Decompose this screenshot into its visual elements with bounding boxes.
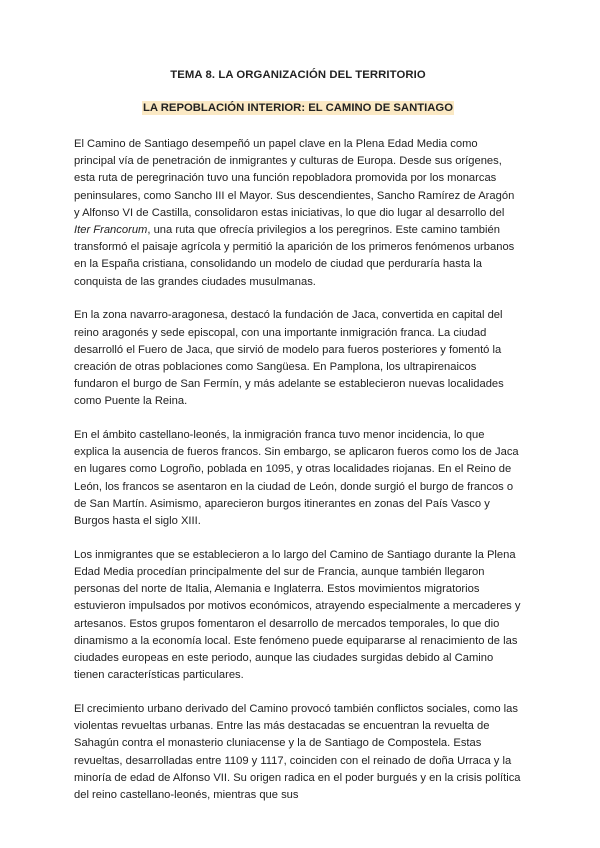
subtitle-highlight: LA REPOBLACIÓN INTERIOR: EL CAMINO DE SANTIAGO	[142, 102, 454, 114]
paragraph-1-text-before: El Camino de Santiago desempeñó un papel clave en la Plena Edad Media como principal vía de penetración de inmigrantes y culturas de Europa. Desde sus orígenes, esta ruta de peregrinación tuvo una función repobladora promovida por los monarcas peninsulares, como Sancho III el Mayor. Sus descendientes, Sancho Ramírez de Aragón y Alfonso VI de Castilla, consolidaron estas iniciativas, lo que dio lugar al desarrollo del	[74, 138, 515, 219]
page-title: TEMA 8. LA ORGANIZACIÓN DEL TERRITORIO	[170, 69, 426, 81]
document-body	[74, 136, 522, 804]
paragraph-1-italic-term: Iter Francorum	[74, 224, 148, 237]
paragraph-5: El crecimiento urbano derivado del Camino provocó también conflictos sociales, como las violentas revueltas urbanas. Entre las más destacadas se encuentran la revuelta de Sahagún contra el monasterio cluniacense y la de Santiago de Compostela. Estas revueltas, desarrolladas entre 1109 y 1117, coinciden con el reinado de doña Urraca y la minoría de edad de Alfonso VII. Su origen radica en el poder burgués y en la crisis política del reino castellano-leonés, mientras que sus	[74, 702, 521, 801]
paragraph-2: En la zona navarro-aragonesa, destacó la fundación de Jaca, convertida en capital del reino aragonés y sede episcopal, con una importante inmigración franca. La ciudad desarrolló el Fuero de Jaca, que sirvió de modelo para fueros posteriores y fomentó la creación de otras poblaciones como Sangüesa. En Pamplona, los ultrapirenaicos fundaron el burgo de San Fermín, y más adelante se establecieron nuevas localidades como Puente la Reina.	[74, 309, 504, 408]
paragraph-1	[74, 136, 522, 291]
paragraph-4: Los inmigrantes que se establecieron a lo largo del Camino de Santiago durante la Plena Edad Media procedían principalmente del sur de Francia, aunque también llegaron personas del norte de Italia, Alemania e Inglaterra. Estos movimientos migratorios estuvieron impulsados por motivos económicos, atrayendo especialmente a mercaderes y artesanos. Estos grupos fomentaron el desarrollo de mercados temporales, lo que dio dinamismo a la economía local. Este fenómeno puede equipararse al renacimiento de las ciudades europeas en este periodo, aunque las ciudades surgidas debido al Camino tienen características particulares.	[74, 548, 521, 682]
paragraph-3: En el ámbito castellano-leonés, la inmigración franca tuvo menor incidencia, lo que explica la ausencia de fueros francos. Sin embargo, se aplicaron fueros como los de Jaca en lugares como Logroño, poblada en 1095, y otras localidades riojanas. En el Reino de León, los francos se asentaron en la ciudad de León, donde surgió el burgo de francos o de San Martín. Asimismo, aparecieron burgos itinerantes en zonas del País Vasco y Burgos hasta el siglo XIII.	[74, 429, 519, 528]
section-subtitle	[74, 100, 522, 116]
paragraph-1-text-after: , una ruta que ofrecía privilegios a los peregrinos. Este camino también transformó el paisaje agrícola y permitió la aparición de los primeros fenómenos urbanos en la España cristiana, consolidando un modelo de ciudad que perduraría hasta la conquista de las grandes ciudades musulmanas.	[74, 224, 515, 288]
